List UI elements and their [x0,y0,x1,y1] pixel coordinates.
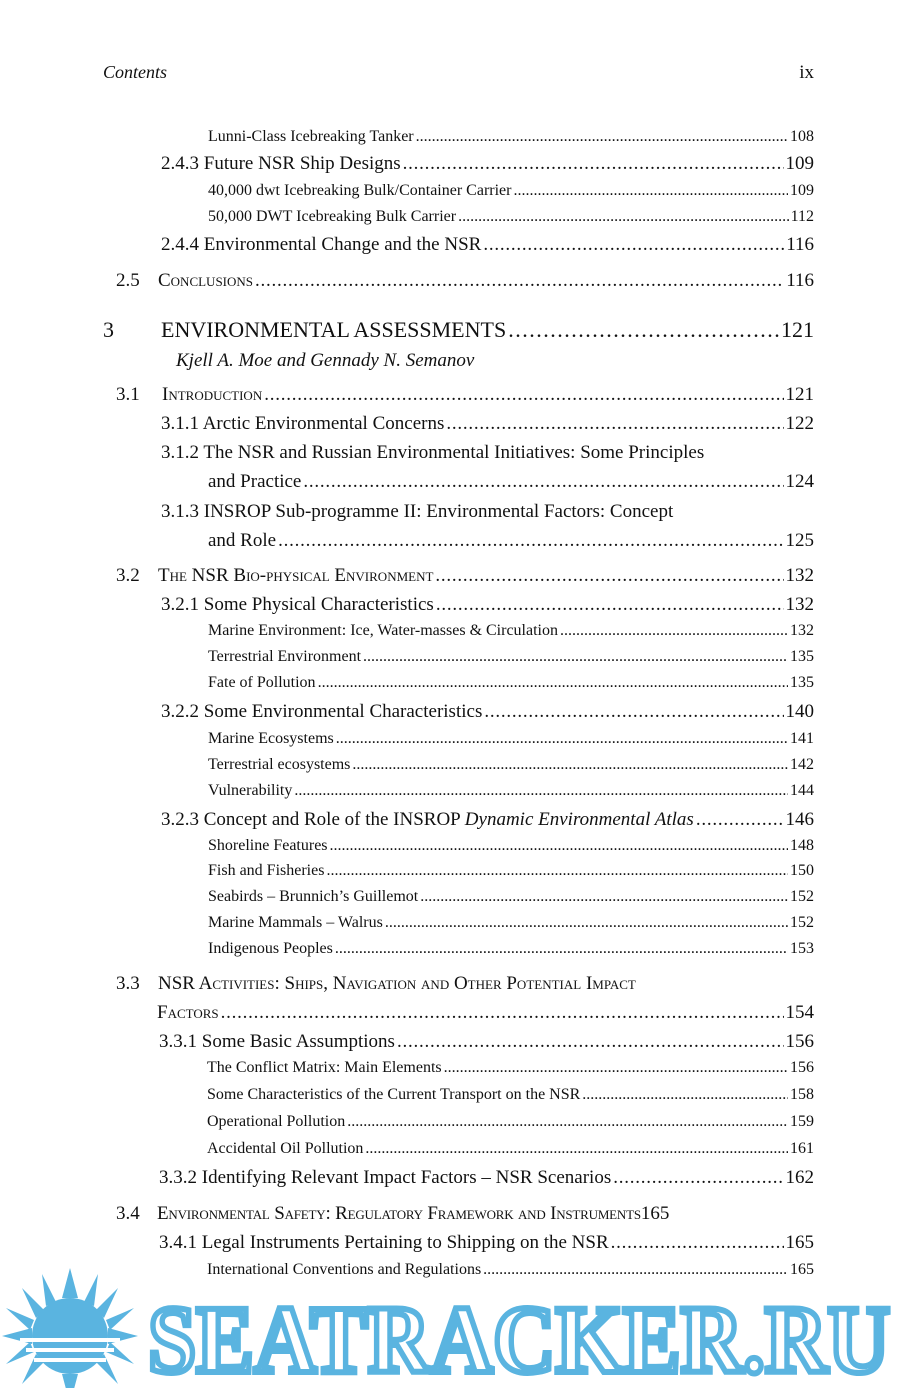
toc-entry[interactable]: 3.2.3 Concept and Role of the INSROP Dynamic Environmental Atlas . . . 146 [161,809,814,831]
page-number: ix [799,62,814,83]
sun-logo-icon [2,1268,138,1388]
toc-entry[interactable]: Terrestrial ecosystems . . . 142 [208,756,814,774]
watermark-text: SEATRACKER.RU [148,1286,890,1388]
toc-entry[interactable]: and Role . . . 125 [208,530,814,552]
toc-entry[interactable]: The Conflict Matrix: Main Elements . . . 156 [207,1059,814,1077]
toc-entry[interactable]: 3.4.1 Legal Instruments Pertaining to Shipping on the NSR . . . 165 [159,1232,814,1254]
toc-entry[interactable]: 2.4.3 Future NSR Ship Designs . . . 109 [161,153,814,175]
toc-entry[interactable]: Operational Pollution . . . 159 [207,1113,814,1131]
toc-section[interactable]: 3.2 The NSR Bio-physical Environment . . . 132 [116,565,814,587]
toc-entry[interactable]: and Practice . . . 124 [208,471,814,493]
toc-section-line[interactable]: 3.3 NSR Activities: Ships, Navigation and Other Potential Impact [116,973,636,994]
toc-entry[interactable]: 3.1.1 Arctic Environmental Concerns . . . 122 [161,413,814,435]
toc-entry[interactable]: Fish and Fisheries . . . 150 [208,862,814,880]
toc-entry[interactable]: Indigenous Peoples . . . 153 [208,940,814,958]
toc-entry[interactable]: Terrestrial Environment . . . 135 [208,648,814,666]
toc-section[interactable]: 3.1 Introduction . . . 121 [116,384,814,406]
toc-entry[interactable]: 3.2.1 Some Physical Characteristics . . . 132 [161,594,814,616]
toc-entry[interactable]: Lunni-Class Icebreaking Tanker . . . 108 [208,128,814,146]
toc-entry[interactable]: Some Characteristics of the Current Transport on the NSR . . . 158 [207,1086,814,1104]
toc-entry[interactable]: Shoreline Features . . . 148 [208,837,814,855]
toc-entry[interactable]: Vulnerability . . . 144 [208,782,814,800]
toc-entry[interactable]: Marine Mammals – Walrus . . . 152 [208,914,814,932]
toc-entry[interactable]: 2.4.4 Environmental Change and the NSR . . . 116 [161,234,814,256]
toc-entry[interactable]: International Conventions and Regulations . . . 165 [207,1261,814,1279]
toc-entry-line[interactable]: 3.1.2 The NSR and Russian Environmental Initiatives: Some Principles [161,442,705,463]
chapter-authors: Kjell A. Moe and Gennady N. Semanov [176,350,475,371]
toc-entry[interactable]: Seabirds – Brunnich’s Guillemot . . . 152 [208,888,814,906]
running-header [103,62,814,88]
toc-entry-line[interactable]: 3.1.3 INSROP Sub-programme II: Environmental Factors: Concept [161,501,674,522]
toc-entry[interactable]: Fate of Pollution . . . 135 [208,674,814,692]
toc-chapter[interactable]: 3 ENVIRONMENTAL ASSESSMENTS . . . 121 [103,317,814,343]
toc-entry[interactable]: 3.3.1 Some Basic Assumptions . . . 156 [159,1031,814,1053]
watermark [0,1268,915,1388]
running-title: Contents [103,62,168,82]
toc-entry[interactable]: 50,000 DWT Icebreaking Bulk Carrier . . . 112 [208,208,814,226]
toc-section[interactable]: Factors . . . 154 [157,1002,814,1024]
toc-entry[interactable]: 3.2.2 Some Environmental Characteristics . . . 140 [161,701,814,723]
toc-entry[interactable]: Accidental Oil Pollution . . . 161 [207,1140,814,1158]
toc-entry[interactable]: 40,000 dwt Icebreaking Bulk/Container Carrier . . . 109 [208,182,814,200]
toc-entry[interactable]: 3.3.2 Identifying Relevant Impact Factors – NSR Scenarios . . . 162 [159,1167,814,1189]
toc-section[interactable]: 2.5 Conclusions . . . 116 [116,270,814,292]
toc-entry[interactable]: Marine Ecosystems . . . 141 [208,730,814,748]
toc-entry[interactable]: Marine Environment: Ice, Water-masses & Circulation . . . 132 [208,622,814,640]
toc-section[interactable]: 3.4 Environmental Safety: Regulatory Framework and Instruments 165 [116,1203,670,1224]
